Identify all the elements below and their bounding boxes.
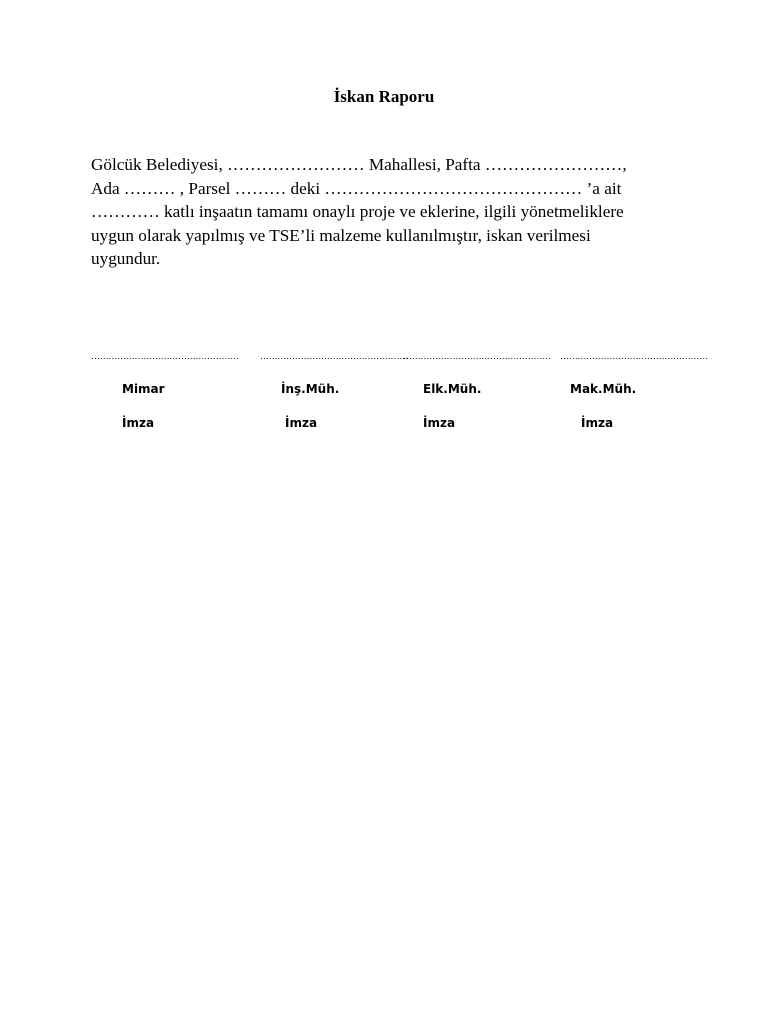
paragraph-line: Gölcük Belediyesi, …………………… Mahallesi, Pafta ……………………, <box>91 155 627 174</box>
sign-label-mimar: İmza <box>122 416 155 430</box>
signature-line-mak-muh: …………………………………………… <box>560 351 708 361</box>
role-elk-muh: Elk.Müh. <box>423 382 482 396</box>
document-title: İskan Raporu <box>333 87 435 106</box>
signature-line-mimar: …………………………………………… <box>91 351 239 361</box>
signature-line-elk-muh: …………………………………………… <box>403 351 551 361</box>
paragraph-line: Ada ……… , Parsel ……… deki ……………………………………… ’a ait <box>91 178 622 198</box>
report-paragraph <box>91 153 681 271</box>
paragraph-line: ………… katlı inşaatın tamamı onaylı proje ve eklerine, ilgili yönetmeliklere <box>91 202 624 221</box>
sign-label-ins-muh: İmza <box>285 416 318 430</box>
paragraph-line: uygun olarak yapılmış ve TSE’li malzeme kullanılmıştır, iskan verilmesi <box>91 225 591 245</box>
role-mimar: Mimar <box>122 382 165 396</box>
signature-line-ins-muh: …………………………………………… <box>260 351 408 361</box>
role-mak-muh: Mak.Müh. <box>570 382 637 396</box>
sign-label-mak-muh: İmza <box>581 416 614 430</box>
sign-label-elk-muh: İmza <box>423 416 456 430</box>
paragraph-line: uygundur. <box>91 249 161 268</box>
role-ins-muh: İnş.Müh. <box>281 382 340 396</box>
